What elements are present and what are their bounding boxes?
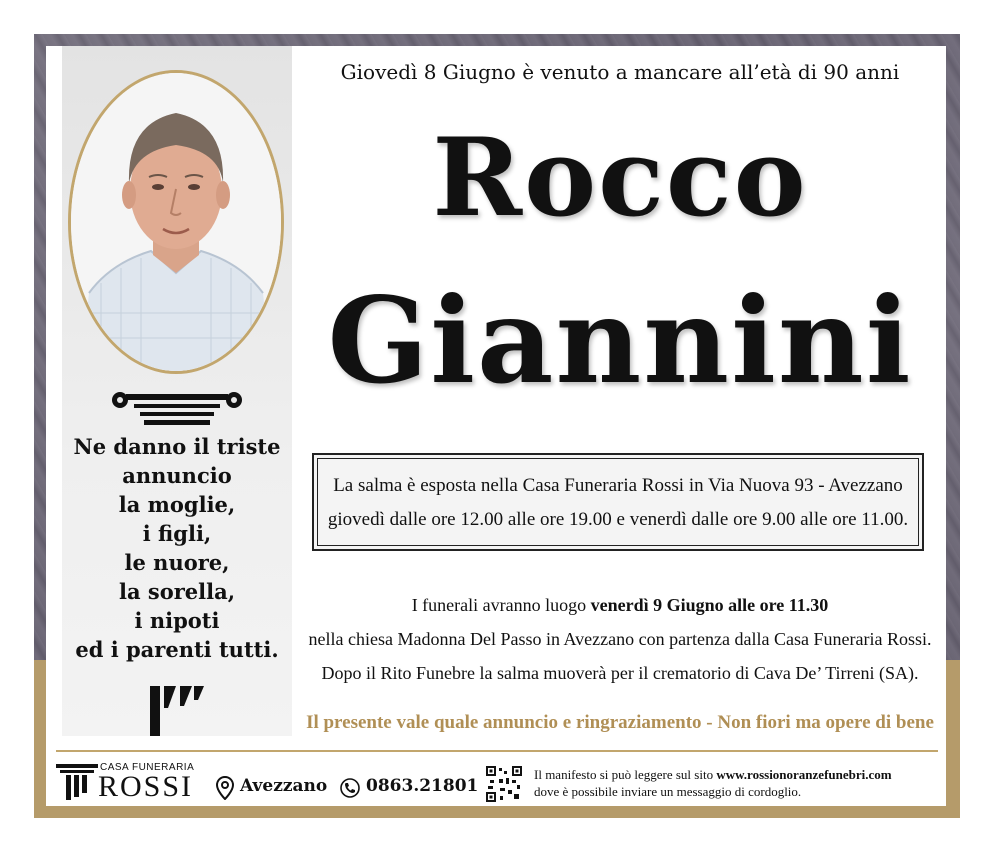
- viewing-line-2: giovedì dalle ore 12.00 alle ore 19.00 e venerdì dalle ore 9.00 alle ore 11.00.: [327, 509, 909, 530]
- mourners-line: annuncio: [122, 463, 232, 488]
- mourners-line: la moglie,: [118, 492, 236, 517]
- funeral-line-1: [300, 588, 940, 622]
- website-note: [534, 766, 938, 800]
- viewing-info-box: [312, 453, 924, 551]
- mourners-line: Ne danno il triste: [73, 434, 281, 459]
- portrait-image: [71, 73, 281, 371]
- mourners-line: i nipoti: [134, 608, 220, 633]
- closing-line: Il presente vale quale annuncio e ringraziamento - Non fiori ma opere di bene: [306, 712, 934, 733]
- deceased-first-name: Rocco: [432, 115, 808, 241]
- brand-name: ROSSI: [98, 770, 194, 803]
- portrait-photo: [68, 70, 284, 374]
- deceased-last-name: Giannini: [327, 271, 913, 410]
- mourners-line: i figli,: [142, 521, 212, 546]
- website-note-prefix: Il manifesto si può leggere sul sito: [534, 767, 717, 782]
- funeral-line-3: Dopo il Rito Funebre la salma muoverà per il crematorio di Cava De’ Tirreni (SA).: [321, 663, 919, 683]
- announcement-line: Giovedì 8 Giugno è venuto a mancare all’età di 90 anni: [340, 60, 900, 84]
- website-note-line-1: [534, 766, 938, 783]
- funeral-line-2: nella chiesa Madonna Del Passo in Avezzano con partenza dalla Casa Funeraria Rossi.: [308, 629, 932, 649]
- funeral-info: [300, 588, 940, 690]
- column-capital-icon: [110, 392, 244, 428]
- mourners-line: la sorella,: [118, 579, 236, 604]
- mourners-line: ed i parenti tutti.: [75, 637, 279, 662]
- viewing-line-1: La salma è esposta nella Casa Funeraria Rossi in Via Nuova 93 - Avezzano: [333, 475, 903, 496]
- website-note-line-2: dove è possibile inviare un messaggio di cordoglio.: [534, 784, 802, 799]
- mourners-line: le nuore,: [124, 550, 230, 575]
- city-label: Avezzano: [240, 776, 328, 796]
- column-icon: [56, 764, 98, 800]
- brand-mark-icon: [150, 686, 206, 736]
- footer: [56, 756, 938, 806]
- phone-icon: [340, 778, 360, 798]
- funeral-line-1-prefix: I funerali avranno luogo: [411, 595, 591, 615]
- funeral-date-time: venerdì 9 Giugno alle ore 11.30: [590, 595, 829, 615]
- qr-code-icon: [486, 766, 522, 802]
- brand-subtitle: CASA FUNERARIA: [100, 762, 195, 773]
- website-link[interactable]: www.rossionoranzefunebri.com: [716, 767, 892, 782]
- phone-number: 0863.21801: [366, 776, 479, 796]
- mourners-list: [62, 432, 292, 664]
- location-pin-icon: [216, 776, 234, 800]
- footer-divider: [56, 750, 938, 752]
